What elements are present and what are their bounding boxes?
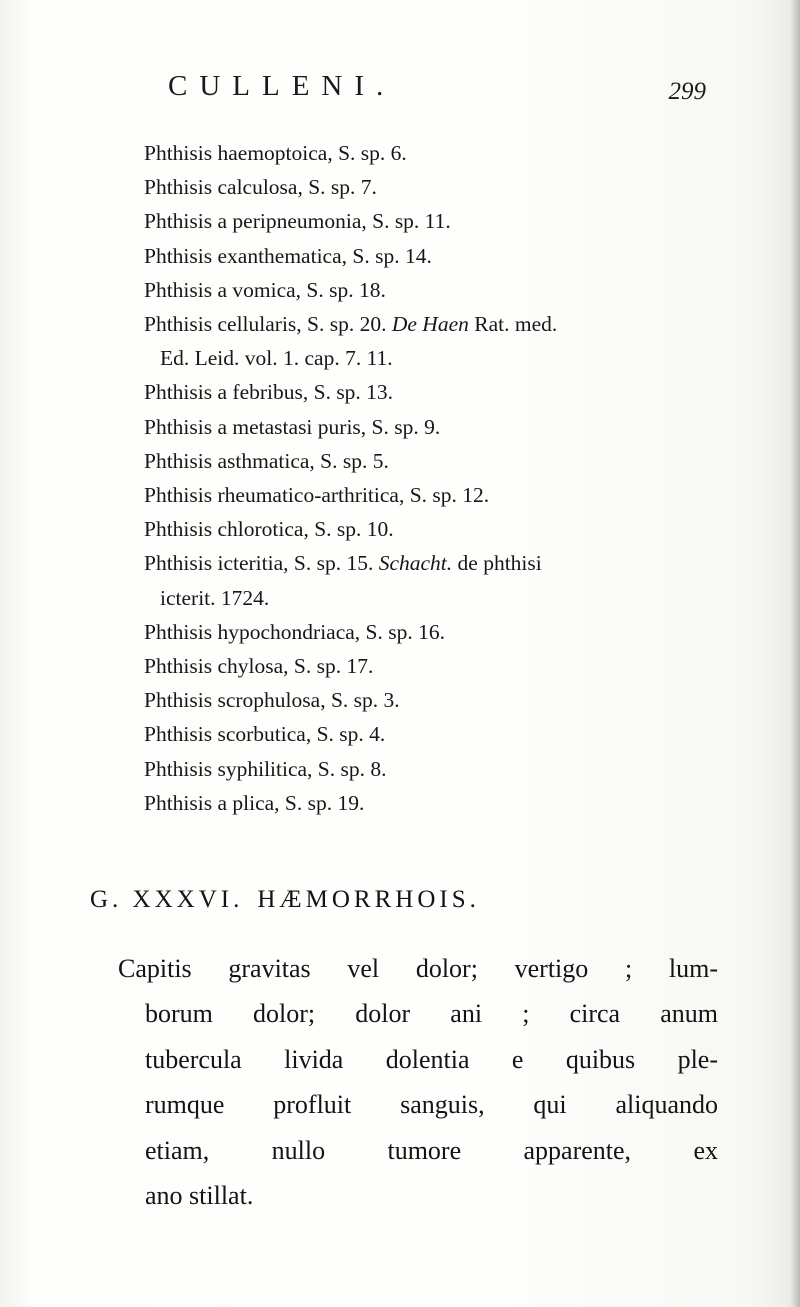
running-head: CULLENI. <box>168 70 396 102</box>
phthisis-species-list <box>144 136 744 820</box>
entry-text: Phthisis a plica, S. sp. 19. <box>144 790 365 815</box>
entry-italic-author: De Haen <box>391 312 469 337</box>
definition-line: rumque profluit sanguis, qui aliquando <box>145 1090 718 1120</box>
definition-line: borum dolor; dolor ani ; circa anum <box>145 999 718 1029</box>
list-item <box>144 239 744 273</box>
entry-text: Phthisis syphilitica, S. sp. 8. <box>144 756 387 781</box>
entry-continuation: Ed. Leid. vol. 1. cap. 7. 11. <box>160 346 393 371</box>
page-header <box>168 70 728 116</box>
list-item <box>144 752 744 786</box>
list-item <box>144 786 744 820</box>
list-item <box>144 546 744 614</box>
genus-name: HÆMORRHOIS. <box>257 886 480 913</box>
entry-text-after: de phthisi <box>452 551 542 576</box>
definition-line: etiam, nullo tumore apparente, ex <box>145 1135 718 1165</box>
list-item <box>144 512 744 546</box>
list-item <box>144 717 744 751</box>
entry-text: Phthisis a metastasi puris, S. sp. 9. <box>144 414 441 439</box>
list-item <box>144 136 744 170</box>
entry-text-after: Rat. med. <box>468 312 558 337</box>
entry-text: Phthisis cellularis, S. sp. 20. <box>144 312 392 337</box>
entry-text: Phthisis scrophulosa, S. sp. 3. <box>144 688 400 713</box>
definition-line: ano stillat. <box>145 1181 254 1211</box>
genus-number: G. XXXVI. <box>90 886 244 913</box>
entry-text: Phthisis chlorotica, S. sp. 10. <box>144 517 394 542</box>
page-number: 299 <box>668 78 706 105</box>
entry-text: Phthisis exanthematica, S. sp. 14. <box>144 243 432 268</box>
definition-line: tubercula livida dolentia e quibus ple- <box>145 1044 718 1074</box>
entry-text: Phthisis a peripneumonia, S. sp. 11. <box>144 209 451 234</box>
list-item <box>144 273 744 307</box>
entry-text: Phthisis scorbutica, S. sp. 4. <box>144 722 386 747</box>
entry-text: Phthisis haemoptoica, S. sp. 6. <box>144 141 407 165</box>
page-edge-shadow <box>790 0 800 1307</box>
list-item <box>144 307 744 375</box>
entry-text: Phthisis calculosa, S. sp. 7. <box>144 175 377 200</box>
entry-text: Phthisis a vomica, S. sp. 18. <box>144 277 386 302</box>
entry-text: Phthisis asthmatica, S. sp. 5. <box>144 448 389 473</box>
entry-text: Phthisis hypochondriaca, S. sp. 16. <box>144 619 445 644</box>
list-item <box>144 444 744 478</box>
list-item <box>144 649 744 683</box>
entry-text: Phthisis chylosa, S. sp. 17. <box>144 654 374 679</box>
list-item <box>144 615 744 649</box>
entry-text: Phthisis icteritia, S. sp. 15. <box>144 551 379 576</box>
genus-definition <box>118 946 718 1218</box>
list-item <box>144 204 744 238</box>
list-item <box>144 375 744 409</box>
list-item <box>144 410 744 444</box>
list-item <box>144 478 744 512</box>
genus-heading <box>90 886 480 914</box>
entry-text: Phthisis a febribus, S. sp. 13. <box>144 380 394 405</box>
definition-line: Capitis gravitas vel dolor; vertigo ; lum- <box>118 954 718 983</box>
entry-italic-author: Schacht. <box>378 551 453 576</box>
list-item <box>144 683 744 717</box>
list-item <box>144 170 744 204</box>
entry-continuation: icterit. 1724. <box>160 585 270 610</box>
entry-text: Phthisis rheumatico-arthritica, S. sp. 12. <box>144 483 490 508</box>
